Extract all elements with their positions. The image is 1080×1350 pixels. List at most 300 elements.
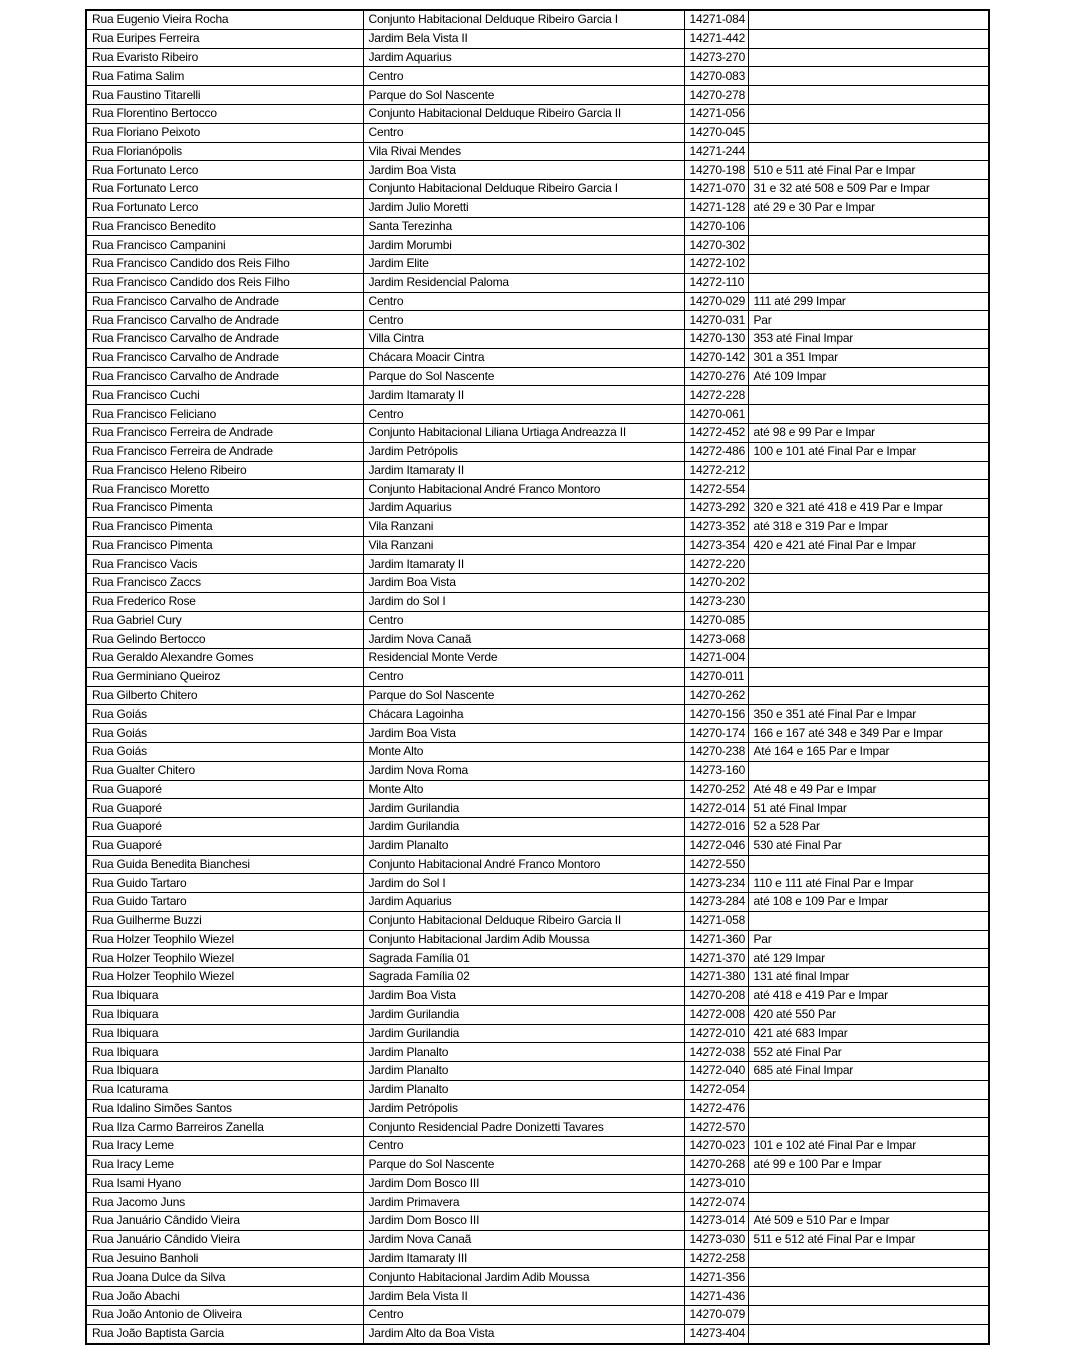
table-row (86, 86, 989, 105)
table-row (86, 911, 989, 930)
neighborhood-cell: Residencial Monte Verde (363, 649, 684, 668)
table-row (86, 1193, 989, 1212)
street-cell: Rua Iracy Leme (86, 1155, 363, 1174)
neighborhood-cell: Jardim Aquarius (363, 893, 684, 912)
cep-cell: 14273-030 (684, 1230, 748, 1249)
range-note-cell (748, 611, 989, 630)
cep-cell: 14272-074 (684, 1193, 748, 1212)
cep-cell: 14272-008 (684, 1005, 748, 1024)
street-cell: Rua Idalino Simões Santos (86, 1099, 363, 1118)
neighborhood-cell: Jardim Itamaraty II (363, 555, 684, 574)
neighborhood-cell: Conjunto Habitacional Delduque Ribeiro Garcia I (363, 180, 684, 199)
street-cell: Rua Francisco Cuchi (86, 386, 363, 405)
table-row (86, 705, 989, 724)
range-note-cell (748, 911, 989, 930)
cep-cell: 14272-046 (684, 836, 748, 855)
neighborhood-cell: Jardim Bela Vista II (363, 1287, 684, 1306)
cep-cell: 14272-038 (684, 1043, 748, 1062)
cep-cell: 14270-083 (684, 67, 748, 86)
table-row (86, 1080, 989, 1099)
range-note-cell: Até 164 e 165 Par e Impar (748, 743, 989, 762)
street-cell: Rua Francisco Pimenta (86, 499, 363, 518)
table-row (86, 855, 989, 874)
street-cell: Rua Ibiquara (86, 1005, 363, 1024)
table-row (86, 273, 989, 292)
street-cell: Rua Francisco Carvalho de Andrade (86, 367, 363, 386)
range-note-cell: até 318 e 319 Par e Impar (748, 517, 989, 536)
table-row (86, 1062, 989, 1081)
neighborhood-cell: Monte Alto (363, 780, 684, 799)
street-cell: Rua Francisco Pimenta (86, 517, 363, 536)
neighborhood-cell: Jardim Boa Vista (363, 986, 684, 1005)
cep-cell: 14270-142 (684, 348, 748, 367)
range-note-cell: até 129 Impar (748, 949, 989, 968)
neighborhood-cell: Conjunto Habitacional Jardim Adib Moussa (363, 930, 684, 949)
range-note-cell (748, 686, 989, 705)
range-note-cell (748, 48, 989, 67)
range-note-cell (748, 1099, 989, 1118)
street-cell: Rua Ibiquara (86, 1062, 363, 1081)
neighborhood-cell: Conjunto Residencial Padre Donizetti Tavares (363, 1118, 684, 1137)
neighborhood-cell: Jardim Nova Canaã (363, 1230, 684, 1249)
neighborhood-cell: Centro (363, 667, 684, 686)
cep-cell: 14271-056 (684, 104, 748, 123)
cep-cell: 14271-070 (684, 180, 748, 199)
table-row (86, 198, 989, 217)
range-note-cell (748, 574, 989, 593)
street-cell: Rua Francisco Carvalho de Andrade (86, 311, 363, 330)
cep-cell: 14272-102 (684, 255, 748, 274)
neighborhood-cell: Centro (363, 292, 684, 311)
table-row (86, 386, 989, 405)
cep-cell: 14273-404 (684, 1324, 748, 1344)
table-row (86, 667, 989, 686)
street-cell: Rua João Antonio de Oliveira (86, 1305, 363, 1324)
table-row (86, 743, 989, 762)
cep-cell: 14270-278 (684, 86, 748, 105)
table-row (86, 574, 989, 593)
street-cell: Rua Guaporé (86, 780, 363, 799)
range-note-cell (748, 1118, 989, 1137)
table-row (86, 1249, 989, 1268)
street-cell: Rua Fortunato Lerco (86, 180, 363, 199)
neighborhood-cell: Conjunto Habitacional Liliana Urtiaga Andreazza II (363, 424, 684, 443)
neighborhood-cell: Centro (363, 611, 684, 630)
neighborhood-cell: Jardim Itamaraty II (363, 461, 684, 480)
cep-cell: 14270-174 (684, 724, 748, 743)
range-note-cell (748, 273, 989, 292)
range-note-cell: 111 até 299 Impar (748, 292, 989, 311)
street-cell: Rua Francisco Moretto (86, 480, 363, 499)
cep-cell: 14270-106 (684, 217, 748, 236)
table-row (86, 161, 989, 180)
neighborhood-cell: Parque do Sol Nascente (363, 86, 684, 105)
street-cell: Rua Francisco Carvalho de Andrade (86, 348, 363, 367)
range-note-cell: Até 48 e 49 Par e Impar (748, 780, 989, 799)
cep-cell: 14273-234 (684, 874, 748, 893)
cep-cell: 14271-360 (684, 930, 748, 949)
street-cell: Rua Francisco Heleno Ribeiro (86, 461, 363, 480)
table-row (86, 142, 989, 161)
street-cell: Rua Francisco Benedito (86, 217, 363, 236)
street-cell: Rua Fortunato Lerco (86, 161, 363, 180)
neighborhood-cell: Jardim Dom Bosco III (363, 1212, 684, 1231)
table-row (86, 217, 989, 236)
neighborhood-cell: Monte Alto (363, 743, 684, 762)
neighborhood-cell: Jardim Nova Roma (363, 761, 684, 780)
range-note-cell: Par (748, 311, 989, 330)
range-note-cell (748, 630, 989, 649)
neighborhood-cell: Jardim Gurilandia (363, 799, 684, 818)
range-note-cell (748, 1305, 989, 1324)
range-note-cell (748, 761, 989, 780)
table-row (86, 367, 989, 386)
street-cell: Rua Goiás (86, 705, 363, 724)
neighborhood-cell: Chácara Lagoinha (363, 705, 684, 724)
cep-cell: 14271-128 (684, 198, 748, 217)
table-row (86, 724, 989, 743)
neighborhood-cell: Jardim Morumbi (363, 236, 684, 255)
cep-cell: 14272-228 (684, 386, 748, 405)
table-row (86, 180, 989, 199)
cep-cell: 14273-010 (684, 1174, 748, 1193)
range-note-cell (748, 1193, 989, 1212)
neighborhood-cell: Conjunto Habitacional André Franco Montoro (363, 855, 684, 874)
range-note-cell (748, 555, 989, 574)
range-note-cell: 552 até Final Par (748, 1043, 989, 1062)
neighborhood-cell: Jardim Petrópolis (363, 1099, 684, 1118)
range-note-cell: 52 a 528 Par (748, 818, 989, 837)
range-note-cell: 166 e 167 até 348 e 349 Par e Impar (748, 724, 989, 743)
neighborhood-cell: Jardim Gurilandia (363, 1024, 684, 1043)
cep-cell: 14272-258 (684, 1249, 748, 1268)
cep-cell: 14270-079 (684, 1305, 748, 1324)
street-cell: Rua Francisco Carvalho de Andrade (86, 292, 363, 311)
range-note-cell (748, 29, 989, 48)
range-note-cell: Par (748, 930, 989, 949)
range-note-cell (748, 461, 989, 480)
neighborhood-cell: Jardim do Sol I (363, 592, 684, 611)
cep-cell: 14273-292 (684, 499, 748, 518)
cep-cell: 14270-130 (684, 330, 748, 349)
cep-cell: 14272-010 (684, 1024, 748, 1043)
street-cell: Rua Francisco Candido dos Reis Filho (86, 255, 363, 274)
range-note-cell: 31 e 32 até 508 e 509 Par e Impar (748, 180, 989, 199)
street-cell: Rua Ibiquara (86, 986, 363, 1005)
cep-cell: 14272-014 (684, 799, 748, 818)
neighborhood-cell: Centro (363, 67, 684, 86)
table-row (86, 1212, 989, 1231)
cep-cell: 14270-276 (684, 367, 748, 386)
range-note-cell: até 108 e 109 Par e Impar (748, 893, 989, 912)
street-cell: Rua Guilherme Buzzi (86, 911, 363, 930)
table-row (86, 1155, 989, 1174)
table-row (86, 461, 989, 480)
street-cell: Rua Goiás (86, 743, 363, 762)
cep-cell: 14272-016 (684, 818, 748, 837)
cep-cell: 14270-061 (684, 405, 748, 424)
street-cell: Rua Iracy Leme (86, 1137, 363, 1156)
range-note-cell: 510 e 511 até Final Par e Impar (748, 161, 989, 180)
neighborhood-cell: Centro (363, 123, 684, 142)
street-cell: Rua Jacomo Juns (86, 1193, 363, 1212)
range-note-cell (748, 123, 989, 142)
range-note-cell (748, 592, 989, 611)
cep-cell: 14270-029 (684, 292, 748, 311)
neighborhood-cell: Centro (363, 311, 684, 330)
cep-cell: 14272-570 (684, 1118, 748, 1137)
table-row (86, 1137, 989, 1156)
table-row (86, 517, 989, 536)
street-cell: Rua Francisco Vacis (86, 555, 363, 574)
range-note-cell: até 418 e 419 Par e Impar (748, 986, 989, 1005)
table-row (86, 255, 989, 274)
range-note-cell (748, 855, 989, 874)
neighborhood-cell: Jardim Elite (363, 255, 684, 274)
street-cell: Rua Frederico Rose (86, 592, 363, 611)
neighborhood-cell: Jardim Gurilandia (363, 818, 684, 837)
street-cell: Rua Floriano Peixoto (86, 123, 363, 142)
neighborhood-cell: Vila Ranzani (363, 536, 684, 555)
street-cell: Rua Francisco Candido dos Reis Filho (86, 273, 363, 292)
street-cep-table (85, 9, 990, 1345)
table-row (86, 104, 989, 123)
neighborhood-cell: Conjunto Habitacional Delduque Ribeiro Garcia I (363, 10, 684, 29)
neighborhood-cell: Santa Terezinha (363, 217, 684, 236)
street-cell: Rua Guaporé (86, 818, 363, 837)
table-row (86, 799, 989, 818)
street-cell: Rua Francisco Carvalho de Andrade (86, 330, 363, 349)
table-row (86, 611, 989, 630)
street-cell: Rua João Abachi (86, 1287, 363, 1306)
neighborhood-cell: Jardim Planalto (363, 1080, 684, 1099)
table-body (86, 10, 989, 1344)
cep-cell: 14270-031 (684, 311, 748, 330)
neighborhood-cell: Jardim Aquarius (363, 48, 684, 67)
street-cell: Rua Icaturama (86, 1080, 363, 1099)
cep-cell: 14271-004 (684, 649, 748, 668)
neighborhood-cell: Jardim Aquarius (363, 499, 684, 518)
street-cell: Rua Gilberto Chitero (86, 686, 363, 705)
range-note-cell (748, 1287, 989, 1306)
street-cell: Rua Germiniano Queiroz (86, 667, 363, 686)
table-row (86, 292, 989, 311)
table-row (86, 930, 989, 949)
table-row (86, 29, 989, 48)
range-note-cell (748, 1080, 989, 1099)
table-row (86, 968, 989, 987)
table-row (86, 424, 989, 443)
street-cell: Rua Jesuino Banholi (86, 1249, 363, 1268)
street-cell: Rua Guido Tartaro (86, 874, 363, 893)
range-note-cell (748, 86, 989, 105)
street-cell: Rua Fortunato Lerco (86, 198, 363, 217)
table-row (86, 836, 989, 855)
neighborhood-cell: Centro (363, 405, 684, 424)
range-note-cell (748, 649, 989, 668)
cep-cell: 14272-040 (684, 1062, 748, 1081)
range-note-cell (748, 386, 989, 405)
street-cell: Rua Evaristo Ribeiro (86, 48, 363, 67)
street-cell: Rua Guida Benedita Bianchesi (86, 855, 363, 874)
cep-cell: 14273-354 (684, 536, 748, 555)
street-cell: Rua Isami Hyano (86, 1174, 363, 1193)
street-cell: Rua Gualter Chitero (86, 761, 363, 780)
cep-cell: 14270-268 (684, 1155, 748, 1174)
cep-cell: 14271-370 (684, 949, 748, 968)
neighborhood-cell: Vila Rivai Mendes (363, 142, 684, 161)
range-note-cell: até 29 e 30 Par e Impar (748, 198, 989, 217)
range-note-cell (748, 1249, 989, 1268)
table-row (86, 236, 989, 255)
cep-cell: 14270-156 (684, 705, 748, 724)
cep-cell: 14272-554 (684, 480, 748, 499)
range-note-cell: 100 e 101 até Final Par e Impar (748, 442, 989, 461)
neighborhood-cell: Jardim Alto da Boa Vista (363, 1324, 684, 1344)
street-cell: Rua Januário Cândido Vieira (86, 1212, 363, 1231)
table-row (86, 67, 989, 86)
cep-cell: 14272-486 (684, 442, 748, 461)
cep-cell: 14272-110 (684, 273, 748, 292)
range-note-cell: Até 109 Impar (748, 367, 989, 386)
range-note-cell: 530 até Final Par (748, 836, 989, 855)
street-cell: Rua Francisco Campanini (86, 236, 363, 255)
neighborhood-cell: Conjunto Habitacional Delduque Ribeiro Garcia II (363, 104, 684, 123)
range-note-cell: 685 até Final Impar (748, 1062, 989, 1081)
neighborhood-cell: Jardim Planalto (363, 836, 684, 855)
neighborhood-cell: Jardim Planalto (363, 1043, 684, 1062)
table-row (86, 1005, 989, 1024)
neighborhood-cell: Sagrada Família 02 (363, 968, 684, 987)
street-cell: Rua Francisco Ferreira de Andrade (86, 442, 363, 461)
table-row (86, 442, 989, 461)
range-note-cell: até 98 e 99 Par e Impar (748, 424, 989, 443)
cep-cell: 14270-202 (684, 574, 748, 593)
neighborhood-cell: Parque do Sol Nascente (363, 367, 684, 386)
table-row (86, 311, 989, 330)
cep-cell: 14273-352 (684, 517, 748, 536)
neighborhood-cell: Jardim Boa Vista (363, 161, 684, 180)
street-cell: Rua Goiás (86, 724, 363, 743)
range-note-cell (748, 667, 989, 686)
neighborhood-cell: Parque do Sol Nascente (363, 1155, 684, 1174)
cep-cell: 14272-212 (684, 461, 748, 480)
cep-cell: 14271-436 (684, 1287, 748, 1306)
street-cell: Rua Faustino Titarelli (86, 86, 363, 105)
cep-cell: 14272-550 (684, 855, 748, 874)
cep-cell: 14273-014 (684, 1212, 748, 1231)
range-note-cell: 131 até final Impar (748, 968, 989, 987)
cep-cell: 14273-284 (684, 893, 748, 912)
table-row (86, 499, 989, 518)
cep-cell: 14270-045 (684, 123, 748, 142)
table-row (86, 1174, 989, 1193)
cep-cell: 14270-208 (684, 986, 748, 1005)
neighborhood-cell: Jardim Boa Vista (363, 724, 684, 743)
neighborhood-cell: Centro (363, 1305, 684, 1324)
street-cell: Rua Joana Dulce da Silva (86, 1268, 363, 1287)
table-row (86, 986, 989, 1005)
range-note-cell: 511 e 512 até Final Par e Impar (748, 1230, 989, 1249)
range-note-cell: 350 e 351 até Final Par e Impar (748, 705, 989, 724)
table-row (86, 1099, 989, 1118)
neighborhood-cell: Jardim Planalto (363, 1062, 684, 1081)
table-row (86, 1118, 989, 1137)
table-row (86, 536, 989, 555)
table-row (86, 555, 989, 574)
range-note-cell (748, 10, 989, 29)
cep-cell: 14272-220 (684, 555, 748, 574)
range-note-cell: 421 até 683 Impar (748, 1024, 989, 1043)
neighborhood-cell: Villa Cintra (363, 330, 684, 349)
table-row (86, 480, 989, 499)
table-row (86, 1305, 989, 1324)
street-cell: Rua Guaporé (86, 836, 363, 855)
cep-cell: 14270-252 (684, 780, 748, 799)
neighborhood-cell: Parque do Sol Nascente (363, 686, 684, 705)
range-note-cell (748, 142, 989, 161)
neighborhood-cell: Jardim Residencial Paloma (363, 273, 684, 292)
street-cell: Rua João Baptista Garcia (86, 1324, 363, 1344)
cep-cell: 14271-380 (684, 968, 748, 987)
range-note-cell (748, 217, 989, 236)
table-row (86, 592, 989, 611)
table-row (86, 686, 989, 705)
neighborhood-cell: Centro (363, 1137, 684, 1156)
table-row (86, 949, 989, 968)
range-note-cell (748, 480, 989, 499)
cep-cell: 14271-356 (684, 1268, 748, 1287)
cep-cell: 14273-068 (684, 630, 748, 649)
neighborhood-cell: Jardim Bela Vista II (363, 29, 684, 48)
cep-cell: 14271-442 (684, 29, 748, 48)
table-row (86, 1043, 989, 1062)
street-cell: Rua Fatima Salim (86, 67, 363, 86)
street-cell: Rua Ibiquara (86, 1024, 363, 1043)
range-note-cell (748, 236, 989, 255)
cep-cell: 14271-084 (684, 10, 748, 29)
table-row (86, 1324, 989, 1344)
cep-cell: 14273-160 (684, 761, 748, 780)
range-note-cell (748, 1268, 989, 1287)
range-note-cell (748, 255, 989, 274)
street-cell: Rua Guaporé (86, 799, 363, 818)
cep-cell: 14273-270 (684, 48, 748, 67)
cep-cell: 14272-452 (684, 424, 748, 443)
street-cell: Rua Geraldo Alexandre Gomes (86, 649, 363, 668)
neighborhood-cell: Jardim Itamaraty II (363, 386, 684, 405)
cep-cell: 14270-011 (684, 667, 748, 686)
neighborhood-cell: Jardim Dom Bosco III (363, 1174, 684, 1193)
range-note-cell: 320 e 321 até 418 e 419 Par e Impar (748, 499, 989, 518)
cep-cell: 14270-023 (684, 1137, 748, 1156)
cep-cell: 14270-198 (684, 161, 748, 180)
range-note-cell (748, 1174, 989, 1193)
street-cell: Rua Eugenio Vieira Rocha (86, 10, 363, 29)
neighborhood-cell: Jardim Nova Canaã (363, 630, 684, 649)
neighborhood-cell: Jardim Boa Vista (363, 574, 684, 593)
table-row (86, 1024, 989, 1043)
table-row (86, 123, 989, 142)
table-row (86, 780, 989, 799)
table-row (86, 330, 989, 349)
street-cell: Rua Gelindo Bertocco (86, 630, 363, 649)
cep-cell: 14270-238 (684, 743, 748, 762)
neighborhood-cell: Sagrada Família 01 (363, 949, 684, 968)
street-cell: Rua Francisco Pimenta (86, 536, 363, 555)
range-note-cell: 301 a 351 Impar (748, 348, 989, 367)
street-cell: Rua Holzer Teophilo Wiezel (86, 968, 363, 987)
